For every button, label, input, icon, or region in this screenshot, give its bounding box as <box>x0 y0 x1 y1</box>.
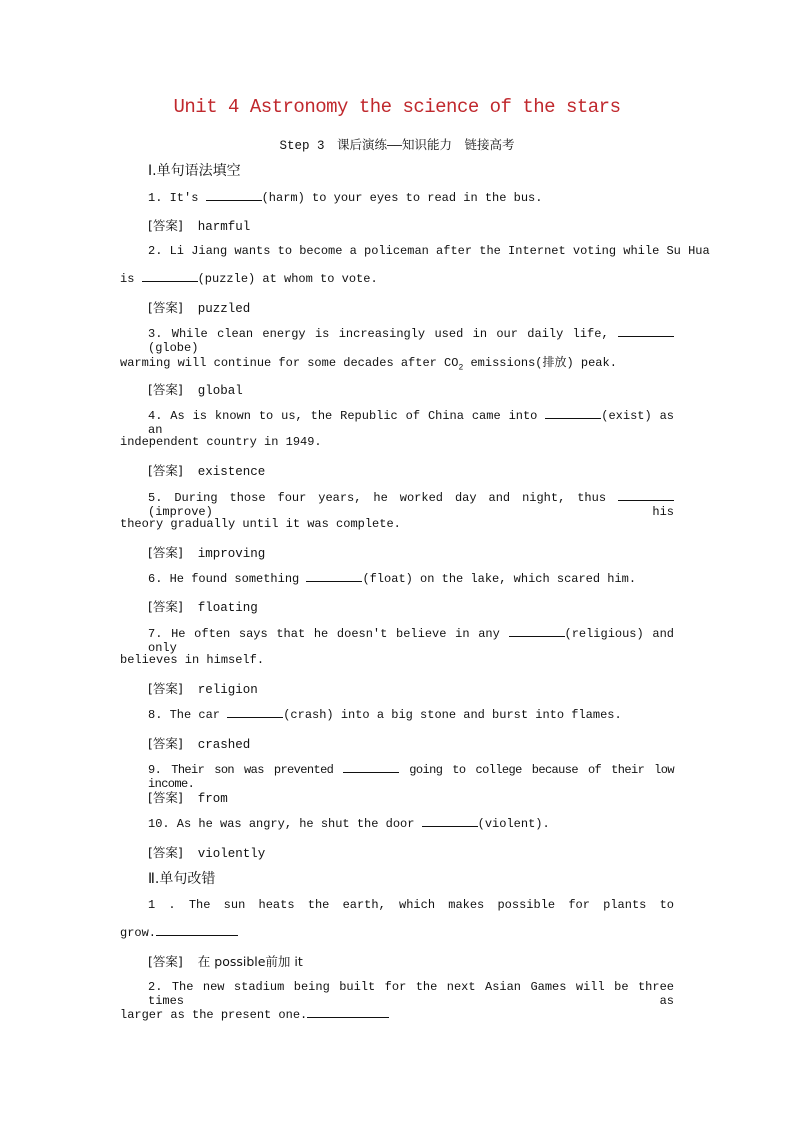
blank <box>306 571 362 582</box>
answer-2: [答案] puzzled <box>148 300 251 316</box>
answer-1: [答案] harmful <box>148 218 251 234</box>
question-10: 10. As he was angry, he shut the door (violent). <box>148 817 550 831</box>
page-subtitle: Step 3 课后演练——知识能力 链接高考 <box>279 139 515 153</box>
answer-7: [答案] religion <box>148 681 258 697</box>
answer-6: [答案] floating <box>148 599 258 615</box>
answer-8: [答案] crashed <box>148 736 251 752</box>
question-7-cont: believes in himself. <box>120 653 265 667</box>
blank <box>618 326 674 337</box>
blank <box>142 271 198 282</box>
question-4: 4. As is known to us, the Republic of China came into (exist) as an <box>148 409 674 437</box>
answer-10: [答案] violently <box>148 845 266 861</box>
error-item-2: 2. The new stadium being built for the next Asian Games will be three times as <box>148 980 674 1008</box>
answer-3: [答案] global <box>148 382 243 398</box>
question-4-cont: independent country in 1949. <box>120 435 322 449</box>
answer-5: [答案] improving <box>148 545 266 561</box>
section-heading-grammar: Ⅰ.单句语法填空 <box>148 163 241 179</box>
error-item-2-cont: larger as the present one. <box>120 1007 389 1022</box>
question-9: 9. Their son was prevented going to college because of their low income. <box>148 763 674 791</box>
question-3: 3. While clean energy is increasingly used in our daily life, (globe) <box>148 326 674 355</box>
blank <box>156 925 238 936</box>
question-7: 7. He often says that he doesn't believe in any (religious) and only <box>148 627 675 655</box>
question-8: 8. The car (crash) into a big stone and burst into flames. <box>148 708 622 722</box>
question-2: 2. Li Jiang wants to become a policeman after the Internet voting while Su Hua <box>148 244 710 258</box>
question-3-cont: warming will continue for some decades after $CO_2$ emissions(排放) peak. <box>120 356 617 373</box>
blank <box>206 190 262 201</box>
blank <box>307 1007 389 1018</box>
blank <box>422 816 478 827</box>
answer-4: [答案] existence <box>148 463 266 479</box>
blank <box>343 762 399 773</box>
error-answer-1: [答案] 在 possible前加 it <box>148 954 303 969</box>
question-5-cont: theory gradually until it was complete. <box>120 517 401 531</box>
error-item-1-cont: grow. <box>120 925 238 940</box>
question-6: 6. He found something (float) on the lake, which scared him. <box>148 572 637 586</box>
blank <box>618 490 674 501</box>
question-1: 1. It's (harm) to your eyes to read in the bus. <box>148 191 543 205</box>
error-item-1: 1 . The sun heats the earth, which makes possible for plants to <box>148 898 674 912</box>
blank <box>509 626 565 637</box>
question-5: 5. During those four years, he worked day and night, thus (improve) his <box>148 491 674 519</box>
blank <box>545 408 601 419</box>
page-title: Unit 4 Astronomy the science of the stars <box>173 96 621 118</box>
section-heading-error-correction: Ⅱ.单句改错 <box>148 871 216 887</box>
answer-9: [答案] from <box>148 790 228 806</box>
blank <box>227 707 283 718</box>
question-2-cont: is (puzzle) at whom to vote. <box>120 272 378 286</box>
